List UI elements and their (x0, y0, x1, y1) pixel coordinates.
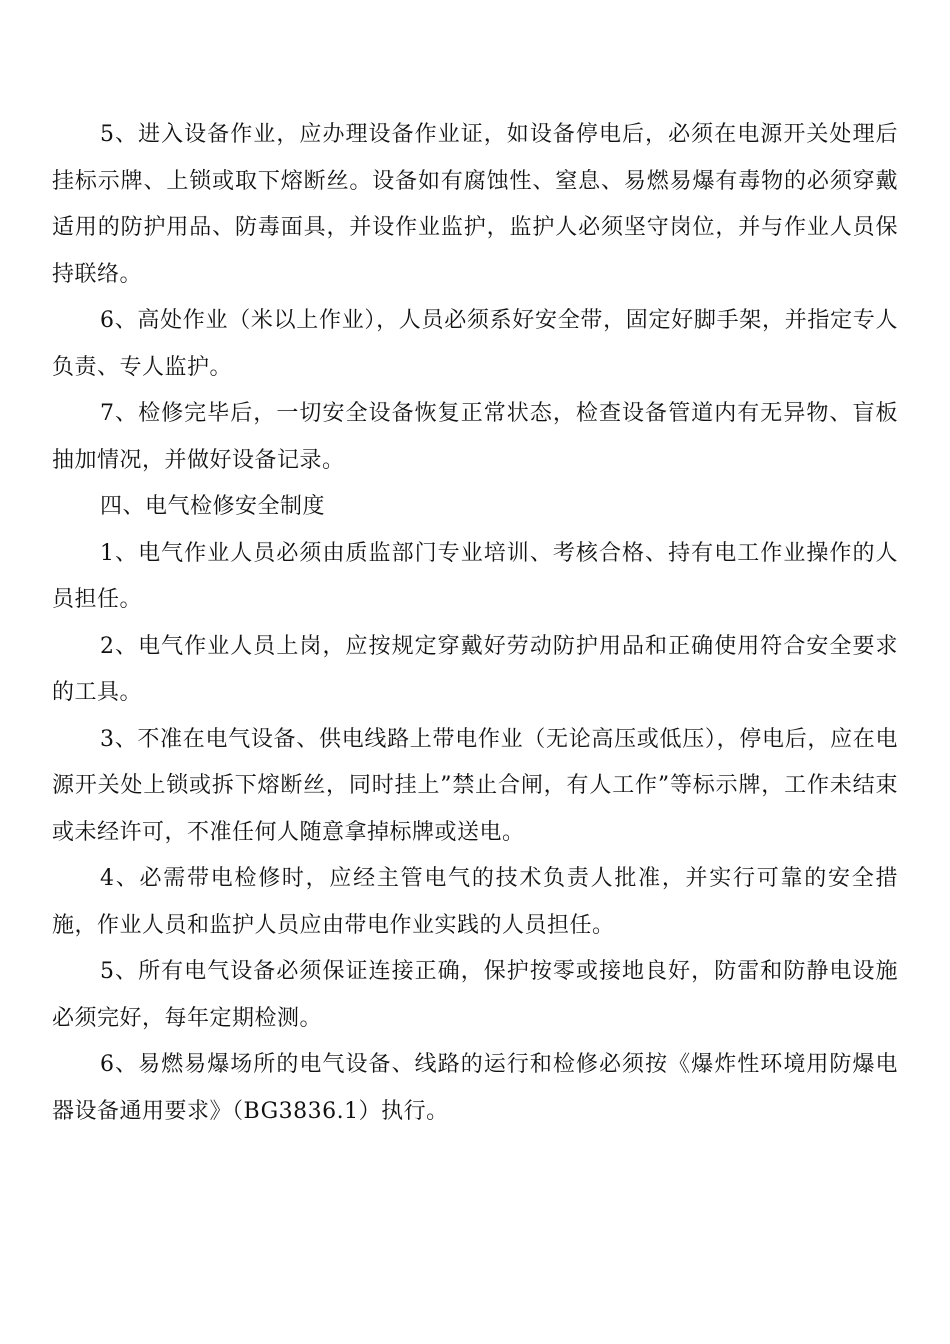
document-page (52, 112, 898, 1135)
paragraph-equipment-entry: 5、进入设备作业，应办理设备作业证，如设备停电后，必须在电源开关处理后挂标示牌、上锁或取下熔断丝。设备如有腐蚀性、窒息、易燃易爆有毒物的必须穿戴适用的防护用品、防毒面具，并设作业监护，监护人必须坚守岗位，并与作业人员保持联络。 (52, 122, 898, 287)
paragraph-electrical-3: 3、不准在电气设备、供电线路上带电作业（无论高压或低压），停电后，应在电源开关处上锁或拆下熔断丝，同时挂上”禁止合闸，有人工作”等标示牌，工作未结束或未经许可，不准任何人随意拿掉标牌或送电。 (52, 726, 898, 845)
paragraph-electrical-4: 4、必需带电检修时，应经主管电气的技术负责人批准，并实行可靠的安全措施，作业人员和监护人员应由带电作业实践的人员担任。 (52, 866, 898, 938)
paragraph-electrical-5: 5、所有电气设备必须保证连接正确，保护按零或接地良好，防雷和防静电设施必须完好，每年定期检测。 (52, 959, 898, 1031)
section-heading-electrical-safety: 四、电气检修安全制度 (100, 494, 326, 519)
paragraph-electrical-1: 1、电气作业人员必须由质监部门专业培训、考核合格、持有电工作业操作的人员担任。 (52, 540, 898, 612)
paragraph-electrical-6: 6、易燃易爆场所的电气设备、线路的运行和检修必须按《爆炸性环境用防爆电器设备通用要求》（BG3836.1）执行。 (52, 1052, 898, 1124)
paragraph-work-at-height: 6、高处作业（米以上作业），人员必须系好安全带，固定好脚手架，并指定专人负责、专人监护。 (52, 308, 898, 380)
paragraph-electrical-2: 2、电气作业人员上岗，应按规定穿戴好劳动防护用品和正确使用符合安全要求的工具。 (52, 633, 898, 705)
paragraph-after-maintenance: 7、检修完毕后，一切安全设备恢复正常状态，检查设备管道内有无异物、盲板抽加情况，并做好设备记录。 (52, 401, 898, 473)
